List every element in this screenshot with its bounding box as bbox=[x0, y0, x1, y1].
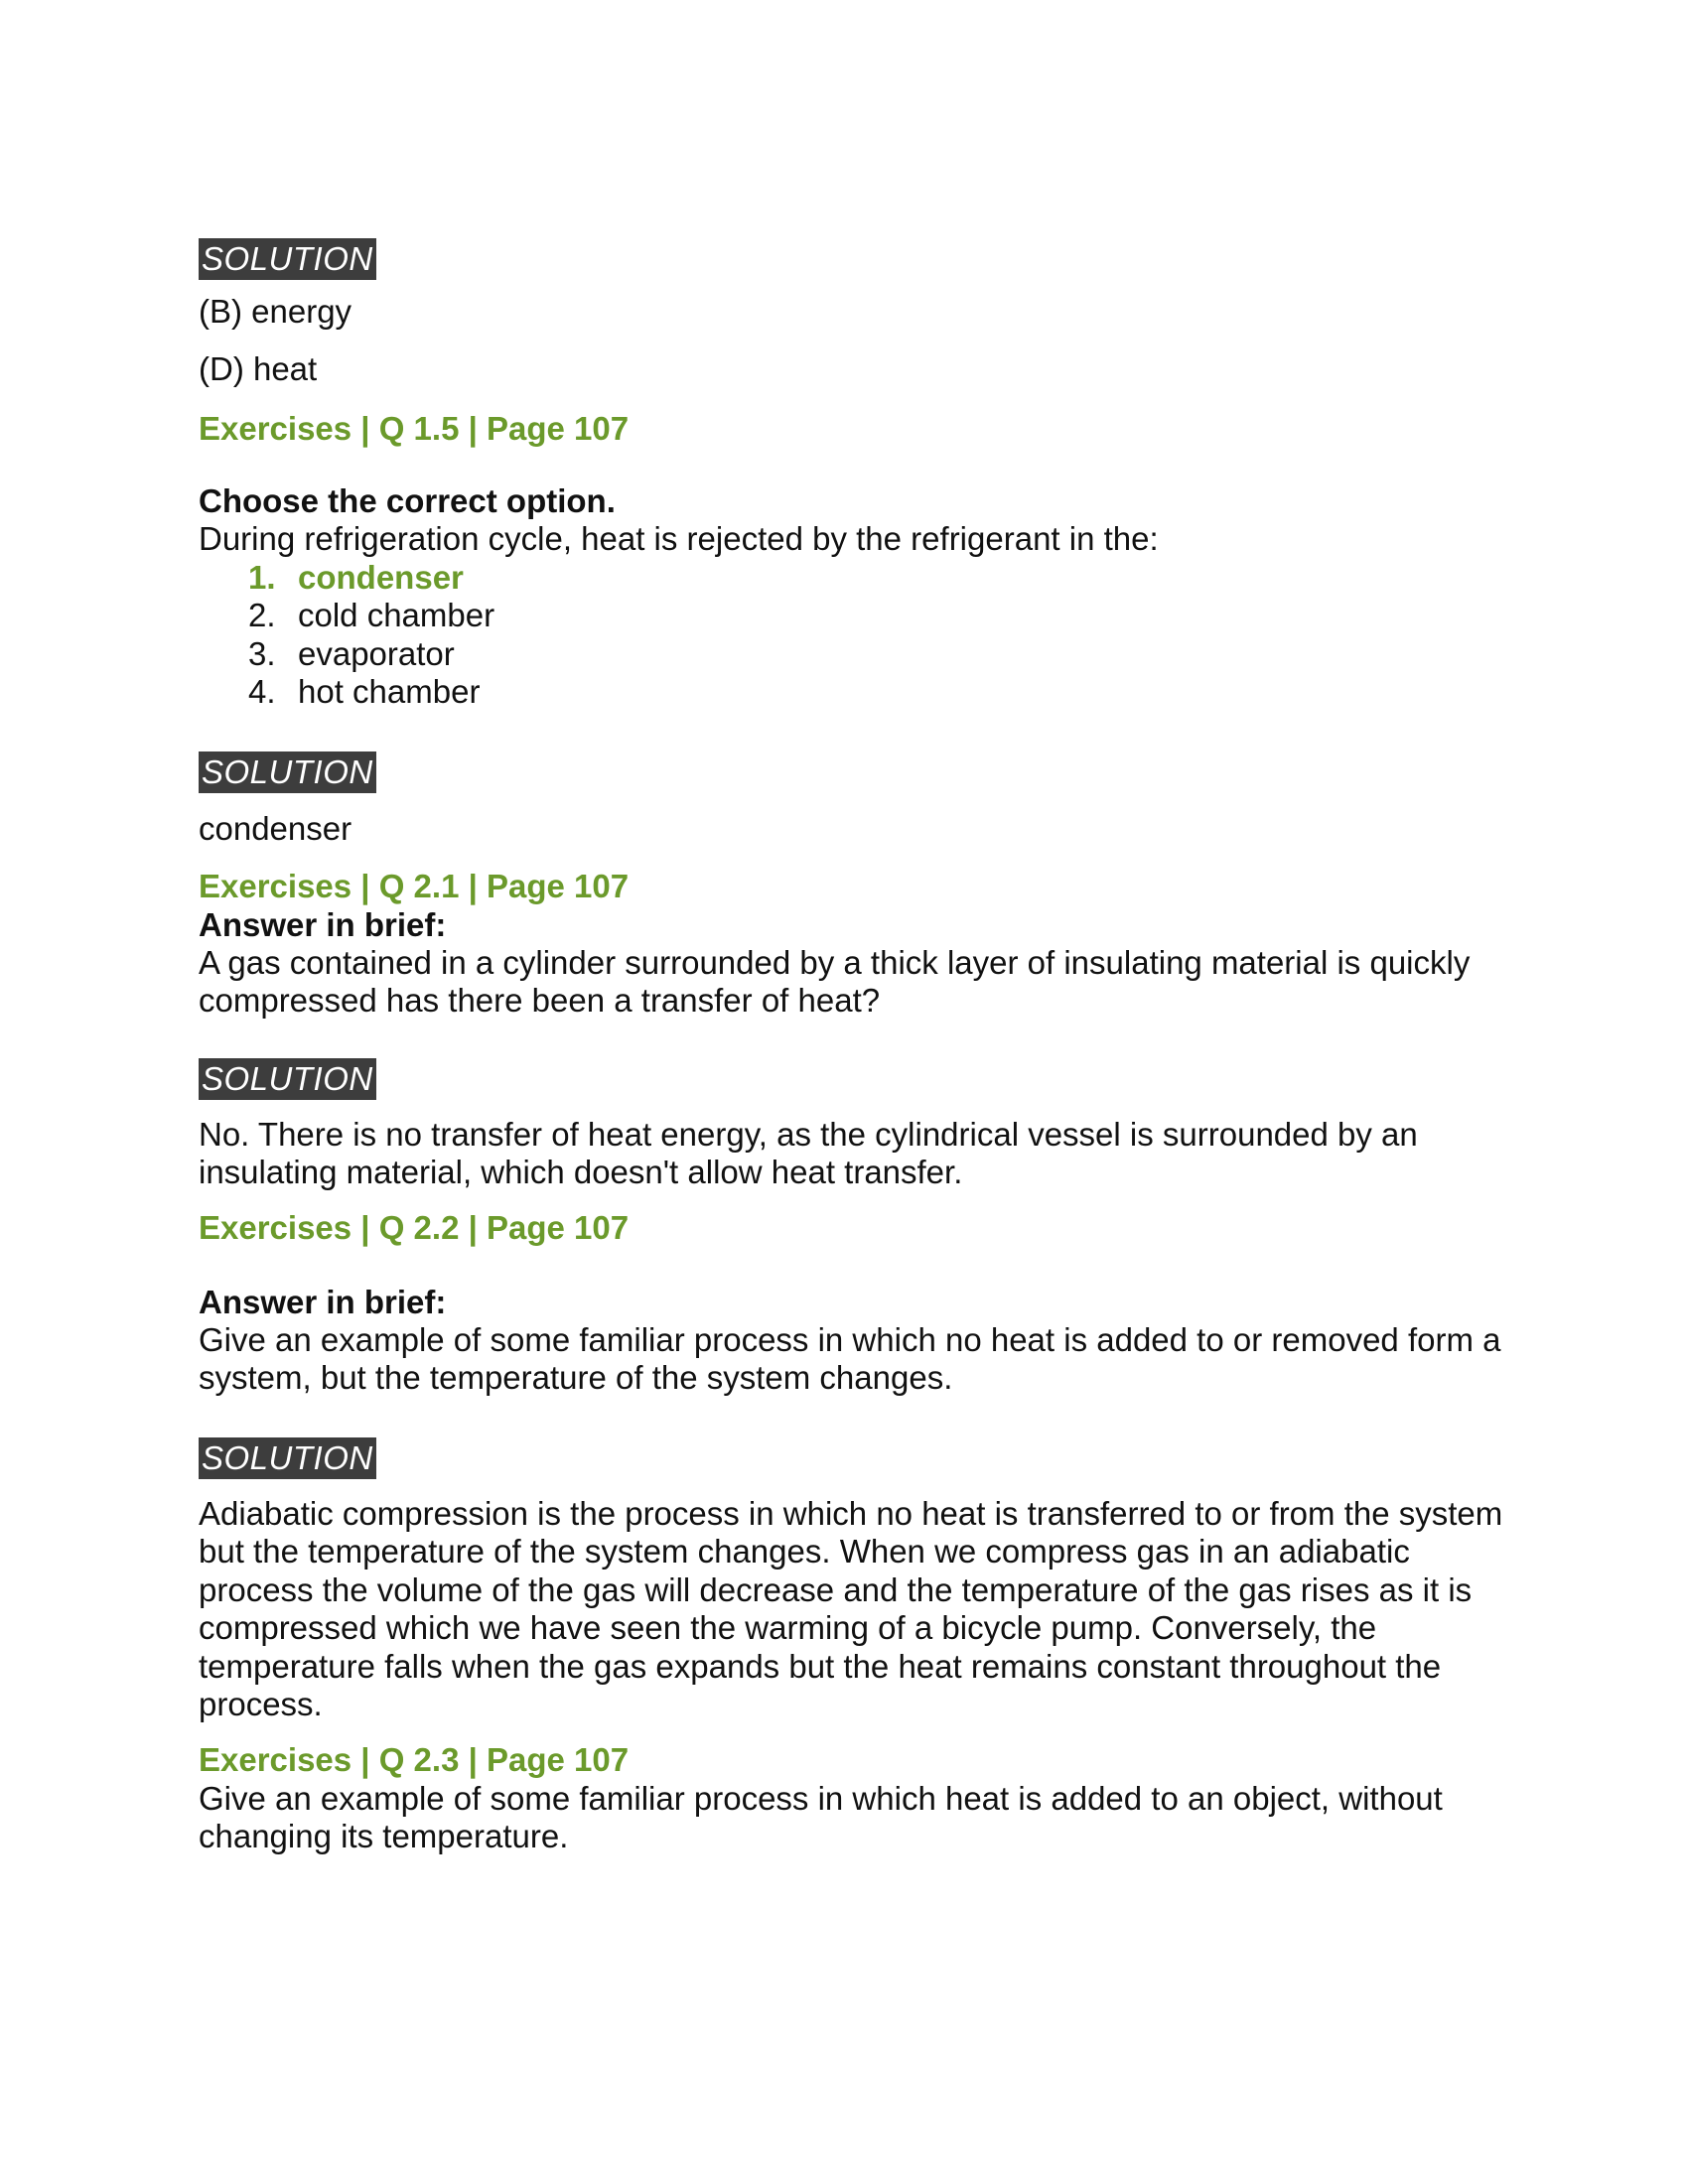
option-text: condenser bbox=[298, 558, 464, 596]
question-instruction: Answer in brief: bbox=[199, 905, 447, 943]
question-heading: Exercises | Q 1.5 | Page 107 bbox=[199, 410, 630, 447]
question-text: A gas contained in a cylinder surrounded by a thick layer of insulating material is quickly compressed has there been a transfer of heat? bbox=[199, 943, 1471, 1019]
solution-answer: (B) energy bbox=[199, 293, 352, 330]
question-text: Give an example of some familiar process in which no heat is added to or removed form a system, but the temperature of the system changes. bbox=[199, 1320, 1501, 1396]
solution-answer: condenser bbox=[199, 809, 352, 847]
solution-answer: (D) heat bbox=[199, 350, 318, 387]
option-item bbox=[248, 597, 1509, 635]
solution-tag: SOLUTION bbox=[199, 238, 376, 280]
option-number: 3. bbox=[248, 634, 276, 672]
solution-tag: SOLUTION bbox=[199, 1058, 376, 1100]
option-item bbox=[248, 635, 1509, 674]
solution-tag: SOLUTION bbox=[199, 751, 376, 793]
option-item bbox=[248, 673, 1509, 712]
option-text: hot chamber bbox=[298, 673, 481, 710]
document-page bbox=[199, 238, 1509, 1856]
option-number: 2. bbox=[248, 597, 276, 633]
question-heading: Exercises | Q 2.3 | Page 107 bbox=[199, 1740, 630, 1778]
solution-tag: SOLUTION bbox=[199, 1437, 376, 1479]
option-text: evaporator bbox=[298, 634, 455, 672]
option-item-correct bbox=[248, 559, 1509, 598]
question-instruction: Choose the correct option. bbox=[199, 482, 616, 519]
solution-answer: No. There is no transfer of heat energy, as the cylindrical vessel is surrounded by an insulating material, which doesn't allow heat transfer. bbox=[199, 1115, 1418, 1190]
question-instruction: Answer in brief: bbox=[199, 1283, 447, 1320]
option-number: 4. bbox=[248, 673, 276, 710]
option-number: 1. bbox=[248, 558, 276, 596]
question-heading: Exercises | Q 2.2 | Page 107 bbox=[199, 1208, 630, 1246]
option-text: cold chamber bbox=[298, 597, 495, 633]
option-list bbox=[199, 559, 1509, 712]
solution-answer: Adiabatic compression is the process in which no heat is transferred to or from the system but the temperature of the system changes. When we compress gas in an adiabatic process the volume of the gas will decrease and the temperature of the gas rises as it is compressed which we have seen the warming of a bicycle pump. Conversely, the temperature falls when the gas expands but the heat remains constant throughout the process. bbox=[199, 1494, 1503, 1722]
question-heading: Exercises | Q 2.1 | Page 107 bbox=[199, 867, 630, 904]
question-text: During refrigeration cycle, heat is rejected by the refrigerant in the: bbox=[199, 520, 1159, 557]
question-text: Give an example of some familiar process in which heat is added to an object, without changing its temperature. bbox=[199, 1779, 1443, 1854]
